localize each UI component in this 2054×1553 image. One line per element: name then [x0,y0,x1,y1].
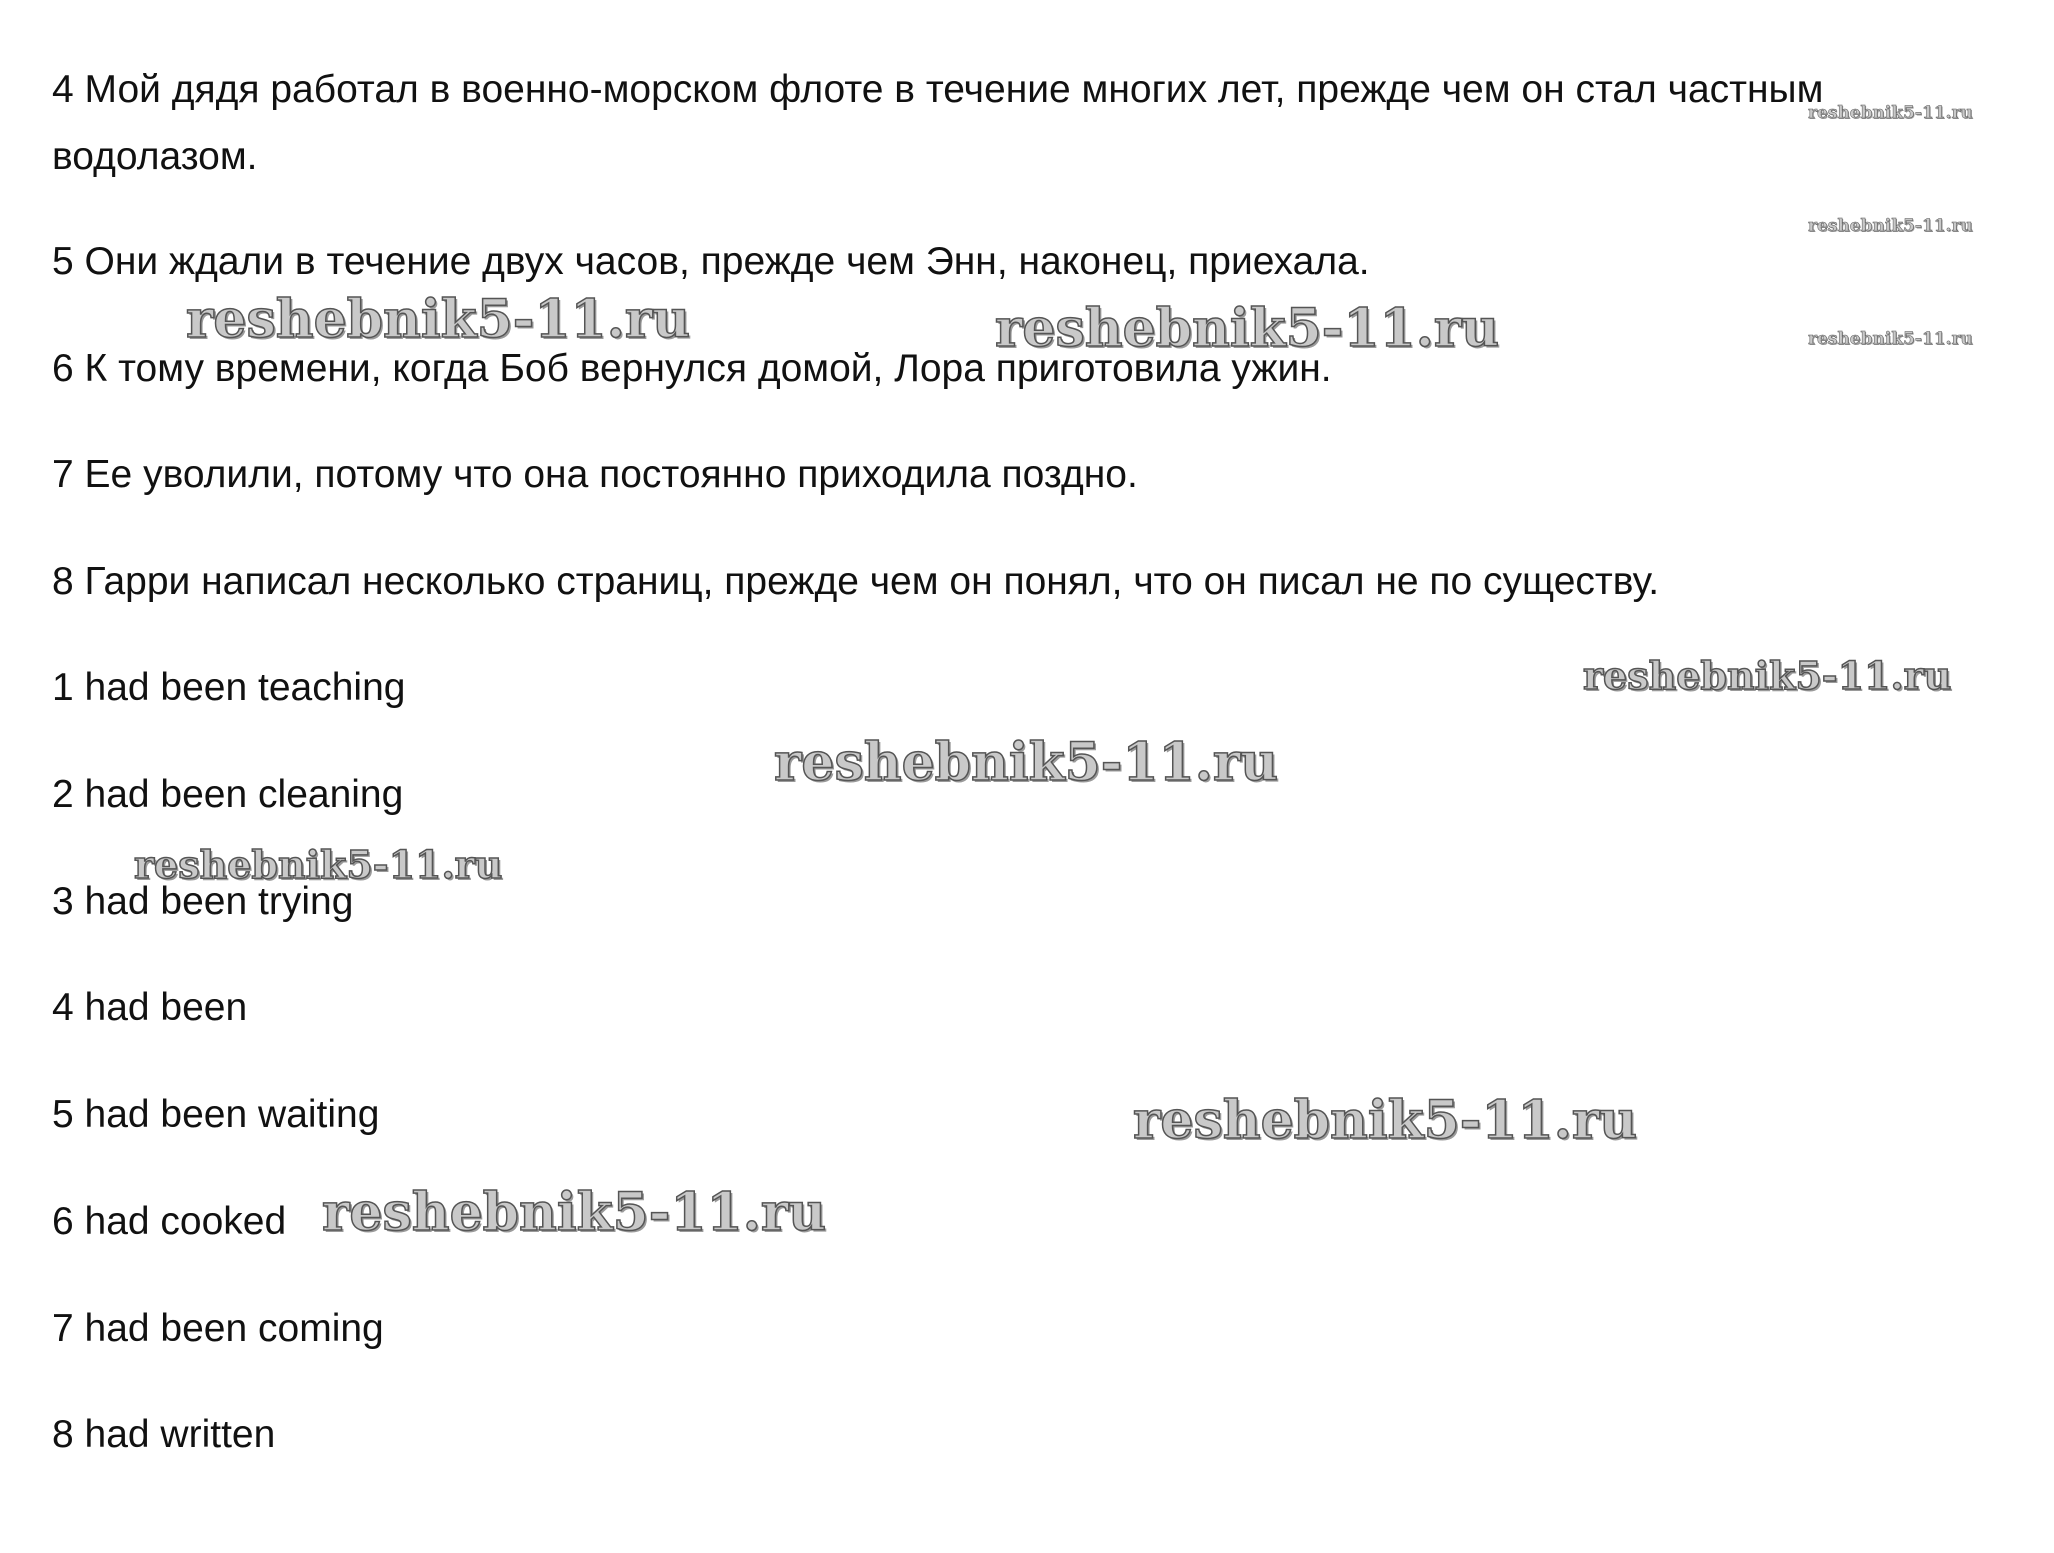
watermark: reshebnik5-11.ru [322,1182,827,1243]
translation-7: 7 Ее уволили, потому что она постоянно приходила поздно. [52,453,1138,496]
translation-5: 5 Они ждали в течение двух часов, прежде чем Энн, наконец, приехала. [52,240,1370,283]
watermark: reshebnik5-11.ru [1583,653,1952,698]
answer-2: 2 had been cleaning [52,773,404,816]
answer-3: 3 had been trying [52,880,354,923]
translation-6: 6 К тому времени, когда Боб вернулся домой, Лора приготовила ужин. [52,347,1332,390]
translation-4-line-1: 4 Мой дядя работал в военно-морском флоте в течение многих лет, прежде чем он стал частным [52,68,1824,111]
answer-5: 5 had been waiting [52,1093,380,1136]
watermark: reshebnik5-11.ru [134,842,503,887]
answer-1: 1 had been teaching [52,666,406,709]
watermark: reshebnik5-11.ru [1808,216,1973,236]
translation-4-line-2: водолазом. [52,135,258,178]
watermark: reshebnik5-11.ru [186,289,691,350]
watermark: reshebnik5-11.ru [995,298,1500,359]
watermark: reshebnik5-11.ru [1808,329,1973,349]
answer-8: 8 had written [52,1413,276,1456]
watermark: reshebnik5-11.ru [774,732,1279,793]
watermark: reshebnik5-11.ru [1133,1090,1638,1151]
answer-4: 4 had been [52,986,248,1029]
watermark: reshebnik5-11.ru [1808,103,1973,123]
answer-6: 6 had cooked [52,1200,287,1243]
translation-8: 8 Гарри написал несколько страниц, прежде чем он понял, что он писал не по существу. [52,560,1660,603]
answer-7: 7 had been coming [52,1307,384,1350]
